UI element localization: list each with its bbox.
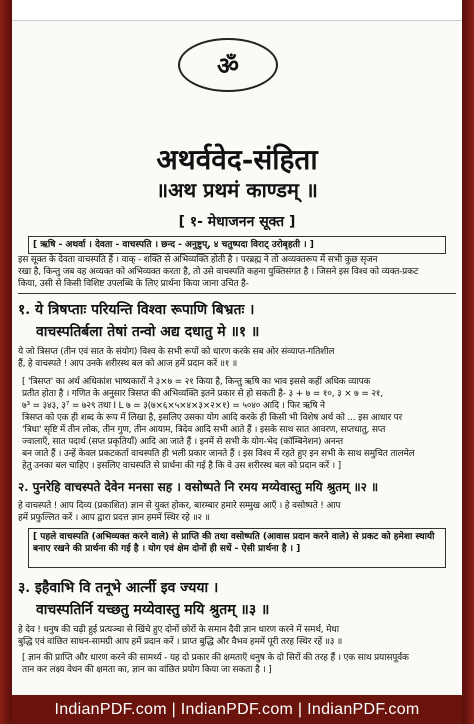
note-line: ७³ = ३४३, ३⁷ = ७२९ तथा I L ७ = ३(७×६×५×४×३×२×१) = ५०४० आदि । फिर ऋषि ने [22, 401, 325, 411]
left-border [0, 0, 12, 724]
note-line: तान कर लक्ष्य वेधन की क्षमता का, ज्ञान का वांछित प्रयोग किया जा सकता है । ] [22, 665, 272, 675]
meaning-line: हे वाचस्पते ! आप दिव्य (प्रकाशित) ज्ञान से युक्त होकर, बारम्बार हमारे सम्मुख आएँ । हे वसोष्पते ! आप [18, 501, 341, 511]
meaning-line: बुद्धि एवं वांछित साधन-सामग्री आप हमें प्रदान करें । प्राप्त बुद्धि और वैभव हममें पूरी तरह स्थिर रहें ॥३ ॥ [18, 637, 343, 647]
intro-line: इस सूक्त के देवता वाचस्पति हैं । वाक् - शक्ति से अभिव्यक्ति होती है । परब्रह्म ने तो अव्यक्तरूप में सभी कुछ सृजन [18, 255, 378, 265]
watermark-footer: IndianPDF.com | IndianPDF.com | IndianPDF.com [12, 695, 462, 724]
kanda-heading: ॥अथ प्रथमं काण्डम् ॥ [156, 178, 318, 202]
note-line: त्रिसप्त को एक ही शब्द के रूप में लिखा है, इसलिए उसका योग आदि करके ही किसी भी विशेष अर्थ को ... इस आधार पर [22, 413, 403, 423]
note-line: [ ज्ञान की प्राप्ति और धारण करने की सामर्थ्य - यह दो प्रकार की क्षमताएँ धनुष के दो सिरों की तरह हैं । एक साथ प्रयासपूर्वक [22, 653, 409, 663]
mantra-1-note [22, 376, 456, 472]
note-line: हेतु उनका बल चाहिए । इसलिए वाचस्पति से प्रार्थना की गई है कि वे उस शरीरस्थ बल को प्रदान करें । ] [22, 461, 341, 471]
note-line: ज्वालाएँ, सात पदार्थ (सप्त प्रकृतियाँ) आदि आ जाते हैं । इनमें से सभी के योग-भेद (कॉम्बिनेशन) अनन्त [22, 437, 343, 447]
intro-line: रखा है, किन्तु जब वह अव्यक्त को अभिव्यक्त करता है, तो उसे वाचस्पति कहना युक्तिसंगत है । जिसने इस विश्व को व्यक्त-प्रकट [18, 267, 419, 277]
meaning-line: हमें प्रफुल्लित करें । आप द्वारा प्रदत्त ज्ञान हममें स्थिर रहे ॥२ ॥ [18, 513, 210, 523]
page-title: अथर्ववेद-संहिता [156, 143, 318, 176]
mantra-1-line-1: १. ये त्रिषप्ताः परियन्ति विश्वा रूपाणि बिभ्रतः । [18, 302, 255, 318]
mantra-1-line-2: वाचस्पतिर्बला तेषां तन्वो अद्य दधातु मे ॥१ ॥ [36, 324, 260, 340]
mantra-3-line-1: ३. इहैवाभि वि तनूभे आर्त्नी इव ज्यया । [18, 580, 219, 596]
sukta-heading: [ १- मेधाजनन सूक्त ] [178, 214, 296, 230]
intro-line: किया, उसी से किसी विशिष्ट उपलब्धि के लिए प्रार्थना किया जाना उचित है- [18, 279, 249, 289]
note-line: बन जाते हैं । उन्हें केवल प्रकटकर्ता वाचस्पति ही भली प्रकार जानते हैं । इस विश्व में रहते हुए इन सभी के साथ समुचित तालमेल [22, 449, 415, 459]
mantra-3-meaning [18, 624, 456, 648]
mantra-2: २. पुनरेहि वाचस्पते देवेन मनसा सह । वसोष्पते नि रमय मय्येवास्तु मयि श्रुतम् ॥२ ॥ [18, 480, 379, 494]
mantra-2-meaning [18, 500, 456, 524]
mantra-3-note [22, 652, 456, 676]
mantra-1-meaning [18, 346, 456, 370]
mantra-3-line-2: वाचस्पतिर्नि यच्छतु मय्येवास्तु मयि श्रुतम् ॥३ ॥ [36, 602, 270, 618]
note-line: 'त्रिधा' सृष्टि में तीन लोक, तीन गुण, तीन आयाम, त्रिदेव आदि सभी आते हैं । इसके साथ सात आवरण, सप्तधातु, सप्त [22, 425, 386, 435]
mantra-2-note-box: [ पहले वाचस्पति (अभिव्यक्त करने वाले) से प्राप्ति की तथा वसोष्पति (आवास प्रदान करने वाले) से प्रकट को हमेशा स्थायी बनाए रखने की प्रार्थना की गई है । योग एवं क्षेम दोनों ही सधें - ऐसी प्रार्थना है । ] [28, 528, 446, 568]
note-line: [ 'त्रिसप्त' का अर्थ अधिकांश भाष्यकारों ने ३×७ = २१ किया है, किन्तु ऋषि का भाव इससे कहीं अधिक व्यापक [22, 377, 371, 387]
meaning-line: हैं, हे वाचस्पते ! आप उनके शरीरस्थ बल को आज हमें प्रदान करें ॥१ ॥ [18, 359, 238, 369]
meaning-line: हे देव ! धनुष की चढ़ी हुई प्रत्यञ्चा से खिंचे हुए दोनों छोरों के समान दैवी ज्ञान धारण करने में समर्थ, मेधा [18, 625, 339, 635]
om-symbol-emblem [178, 38, 278, 92]
meaning-line: ये जो त्रिसप्त (तीन एवं सात के संयोग) विश्व के सभी रूपों को धारण करके सब ओर संव्याप्त-गतिशील [18, 347, 335, 357]
note-line: प्रतीत होता है । गणित के अनुसार त्रिसप्त की अभिव्यक्ति इतने प्रकार से हो सकती है- ३ + ७ = १०, ३ × ७ = २१, [22, 389, 383, 399]
section-divider [18, 293, 456, 294]
rishi-devata-box: [ ऋषि - अथर्वा । देवता - वाचस्पति । छन्द - अनुष्टुप्, ४ चतुष्पदा विराट् उरोबृहती । ] [28, 236, 446, 254]
intro-paragraph [18, 254, 456, 290]
om-icon: ॐ [217, 50, 239, 80]
